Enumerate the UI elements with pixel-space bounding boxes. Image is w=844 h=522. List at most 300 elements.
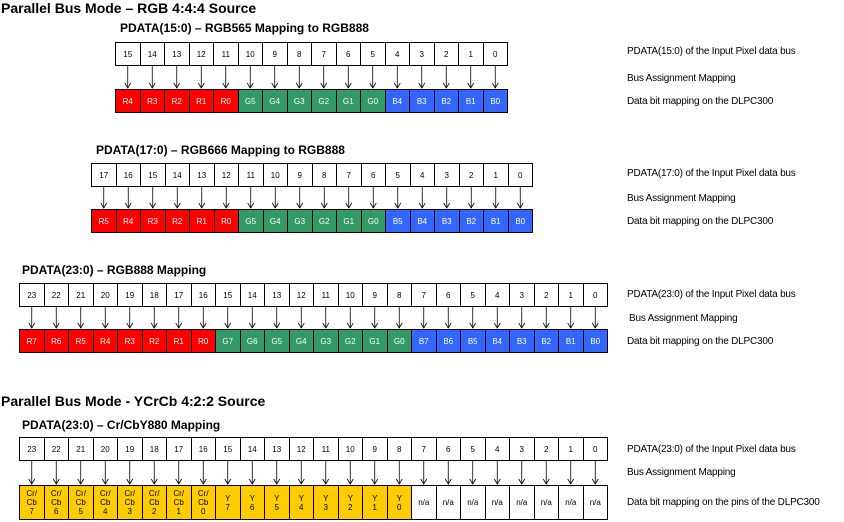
down-arrow-icon [225,307,231,328]
down-arrow-icon [421,307,427,328]
mapping-cell [19,485,45,520]
mapping-cell [387,485,413,520]
mapping-cell-line: Cb [198,498,209,507]
mapping-cell-line: 3 [323,502,328,512]
down-arrow-icon [468,187,474,208]
pdata-bit-cell: 16 [116,163,142,187]
mapping-cell-line: Cb [100,498,111,507]
mapping-cell [338,485,364,520]
down-arrow-icon [346,187,352,208]
down-arrow-icon [298,307,304,328]
pdata-bit-cell: 10 [238,42,264,66]
pdata-bit-cell: 3 [509,437,535,461]
mapping-cell: G3 [287,89,313,113]
mapping-cell [362,485,388,520]
pdata-bit-cell: 5 [360,42,386,66]
mapping-cell: B1 [558,329,584,353]
mapping-cell [509,485,535,520]
down-arrow-icon [492,66,498,88]
desc-bus-assignment: Bus Assignment Mapping [627,467,736,478]
mapping-cell: R2 [142,329,168,353]
mapping-cell: R7 [19,329,45,353]
down-arrow-icon [470,307,476,328]
mapping-cell: B4 [385,89,411,113]
desc-dlpc300-mapping: Data bit mapping on the DLPC300 [627,216,774,227]
mapping-cell-line: n/a [467,498,479,507]
mapping-cell: R2 [164,89,190,113]
desc-input-bus: PDATA(23:0) of the Input Pixel data bus [627,444,796,455]
mapping-cell-line: Y [323,493,329,503]
down-arrow-icon [272,66,278,88]
mapping-cell: G5 [238,89,264,113]
mapping-cell-line: Cr/ [50,489,62,498]
mapping-cell [240,485,266,520]
mapping-cell: G2 [338,329,364,353]
mapping-cell [583,485,609,520]
mapping-cell-line: n/a [418,498,430,507]
mapping-cell [460,485,486,520]
pdata-bit-cell: 8 [387,283,413,307]
mapping-cell: B0 [583,329,609,353]
pdata-bit-cell: 9 [362,283,388,307]
pdata-bit-cell: 1 [558,437,584,461]
pdata-bit-cell: 9 [287,163,313,187]
down-arrow-icon [125,187,131,208]
mapping-cell [142,485,168,520]
mapping-cell: R0 [213,89,239,113]
pdata-bit-cell: 3 [409,42,435,66]
mapping-cell: R3 [140,209,166,233]
desc-bus-assignment: Bus Assignment Mapping [629,313,738,324]
down-arrow-icon [419,187,425,208]
down-arrow-icon [444,187,450,208]
pdata-bit-cell: 15 [140,163,166,187]
pdata-bit-cell: 6 [336,42,362,66]
down-arrow-icon [29,307,35,328]
down-arrow-icon [127,307,133,328]
dlpc300-mapping-row-rgb666 [91,209,533,233]
mapping-cell-line: n/a [442,498,454,507]
pdata-bit-row-rgb888 [19,283,608,307]
pdata-bit-cell: 3 [509,283,535,307]
down-arrow-icon [372,461,378,484]
mapping-cell-line: 0 [397,502,402,512]
section-title-ycrcb422: Parallel Bus Mode - YCrCb 4:2:2 Source [1,393,266,409]
down-arrow-icon [151,461,157,484]
down-arrow-icon [347,461,353,484]
pdata-bit-cell: 1 [458,42,484,66]
mapping-cell: B7 [411,329,437,353]
mapping-cell: B2 [459,209,485,233]
mapping-cell-line: 2 [348,502,353,512]
mapping-cell: G5 [264,329,290,353]
mapping-cell [166,485,192,520]
mapping-cell-line: Y [396,493,402,503]
mapping-cell-line: Cb [75,498,86,507]
pdata-bit-cell: 1 [558,283,584,307]
pdata-bit-cell: 23 [19,437,45,461]
down-arrow-icon [223,66,229,88]
down-arrow-icon [494,461,500,484]
mapping-cell: R3 [117,329,143,353]
pdata-bit-cell: 12 [289,437,315,461]
mapping-cell-line: Cr/ [148,489,160,498]
down-arrow-icon [102,461,108,484]
bus-assignment-arrows-rgb888 [19,307,611,329]
pdata-bit-cell: 11 [213,42,239,66]
down-arrow-icon [198,66,204,88]
down-arrow-icon [396,461,402,484]
mapping-cell: G2 [312,209,338,233]
pdata-bit-cell: 19 [117,437,143,461]
mapping-cell-line: Y [347,493,353,503]
down-arrow-icon [517,187,523,208]
pdata-bit-cell: 2 [459,163,485,187]
mapping-cell: R0 [214,209,240,233]
mapping-cell [534,485,560,520]
down-arrow-icon [200,307,206,328]
mapping-cell: R6 [44,329,70,353]
mapping-cell [411,485,437,520]
mapping-cell-line: Y [372,493,378,503]
down-arrow-icon [174,66,180,88]
mapping-cell-line: 1 [372,502,377,512]
pdata-bit-cell: 13 [189,163,215,187]
mapping-cell: G4 [262,89,288,113]
down-arrow-icon [568,461,574,484]
desc-bus-assignment: Bus Assignment Mapping [627,73,736,84]
down-arrow-icon [150,187,156,208]
desc-input-bus: PDATA(23:0) of the Input Pixel data bus [627,289,796,300]
mapping-cell: R4 [115,89,141,113]
diagram-title-rgb666: PDATA(17:0) – RGB666 Mapping to RGB888 [96,143,345,157]
pdata-bit-cell: 4 [485,437,511,461]
bus-assignment-arrows-rgb666 [91,187,536,209]
mapping-cell-line: 5 [78,507,83,516]
down-arrow-icon [592,307,598,328]
pdata-bit-cell: 5 [460,283,486,307]
mapping-cell-line: Cr/ [173,489,185,498]
mapping-cell-line: Y [274,493,280,503]
mapping-cell-line: 2 [152,507,157,516]
mapping-cell: B3 [509,329,535,353]
mapping-cell-line: Cr/ [124,489,136,498]
down-arrow-icon [298,461,304,484]
mapping-cell-line: Y [249,493,255,503]
mapping-cell: R1 [189,89,215,113]
down-arrow-icon [125,66,131,88]
down-arrow-icon [395,187,401,208]
mapping-cell-line: Cb [51,498,62,507]
mapping-cell: R5 [68,329,94,353]
down-arrow-icon [543,461,549,484]
down-arrow-icon [297,187,303,208]
mapping-cell-line: Y [225,493,231,503]
mapping-cell: B3 [409,89,435,113]
down-arrow-icon [176,307,182,328]
mapping-cell: G3 [287,209,313,233]
down-arrow-icon [225,461,231,484]
pdata-bit-cell: 15 [115,42,141,66]
dlpc300-mapping-row-rgb888 [19,329,608,353]
mapping-cell: G1 [336,209,362,233]
mapping-cell [264,485,290,520]
mapping-cell-line: Cr/ [197,489,209,498]
down-arrow-icon [176,461,182,484]
pdata-bit-cell: 6 [436,437,462,461]
pdata-bit-cell: 7 [311,42,337,66]
down-arrow-icon [543,307,549,328]
diagram-title-rgb565: PDATA(15:0) – RGB565 Mapping to RGB888 [120,21,369,35]
down-arrow-icon [370,187,376,208]
down-arrow-icon [321,66,327,88]
pdata-bit-cell: 17 [91,163,117,187]
down-arrow-icon [249,307,255,328]
mapping-cell: G2 [311,89,337,113]
pdata-bit-cell: 11 [313,283,339,307]
mapping-cell: B1 [483,209,509,233]
down-arrow-icon [419,66,425,88]
pdata-bit-cell: 1 [483,163,509,187]
mapping-cell [68,485,94,520]
down-arrow-icon [568,307,574,328]
desc-dlpc300-mapping: Data bit mapping on the pins of the DLPC300 [627,497,820,508]
mapping-cell-line: n/a [540,498,552,507]
down-arrow-icon [470,461,476,484]
pdata-bit-row-rgb666 [91,163,533,187]
pdata-bit-cell: 11 [238,163,264,187]
pdata-bit-cell: 8 [312,163,338,187]
pdata-bit-cell: 11 [313,437,339,461]
down-arrow-icon [247,66,253,88]
desc-dlpc300-mapping: Data bit mapping on the DLPC300 [627,336,774,347]
down-arrow-icon [53,307,59,328]
mapping-cell-line: Cb [173,498,184,507]
mapping-cell: B2 [534,329,560,353]
down-arrow-icon [394,66,400,88]
pdata-bit-cell: 10 [338,283,364,307]
desc-dlpc300-mapping: Data bit mapping on the DLPC300 [627,96,774,107]
pdata-bit-cell: 15 [215,437,241,461]
diagram-title-crcby880: PDATA(23:0) – Cr/CbY880 Mapping [22,418,221,432]
mapping-cell-line: Cr/ [99,489,111,498]
pdata-bit-cell: 4 [385,42,411,66]
mapping-cell [289,485,315,520]
mapping-cell: G6 [240,329,266,353]
mapping-cell [117,485,143,520]
down-arrow-icon [249,461,255,484]
mapping-cell: G4 [289,329,315,353]
mapping-cell-line: n/a [516,498,528,507]
mapping-cell: B4 [485,329,511,353]
pdata-bit-cell: 17 [166,283,192,307]
down-arrow-icon [248,187,254,208]
mapping-cell-line: Y [298,493,304,503]
mapping-cell: G1 [362,329,388,353]
mapping-cell: G3 [313,329,339,353]
down-arrow-icon [174,187,180,208]
down-arrow-icon [519,461,525,484]
down-arrow-icon [274,307,280,328]
down-arrow-icon [421,461,427,484]
mapping-cell-line: Cr/ [75,489,87,498]
down-arrow-icon [347,307,353,328]
mapping-cell [44,485,70,520]
pdata-bit-cell: 5 [460,437,486,461]
pdata-bit-cell: 2 [534,437,560,461]
pdata-bit-cell: 0 [483,42,509,66]
desc-input-bus: PDATA(15:0) of the Input Pixel data bus [627,46,796,57]
down-arrow-icon [53,461,59,484]
section-title-rgb444: Parallel Bus Mode – RGB 4:4:4 Source [1,0,257,16]
bus-assignment-arrows-crcby880 [19,461,611,485]
mapping-cell: G5 [238,209,264,233]
dlpc300-mapping-row-rgb565 [115,89,508,113]
mapping-cell-line: 5 [274,502,279,512]
mapping-cell-line: 7 [225,502,230,512]
down-arrow-icon [345,66,351,88]
pdata-bit-row-rgb565 [115,42,508,66]
down-arrow-icon [151,307,157,328]
bus-assignment-arrows-rgb565 [115,66,511,89]
pdata-bit-cell: 18 [142,437,168,461]
down-arrow-icon [443,66,449,88]
pdata-bit-cell: 18 [142,283,168,307]
mapping-cell-line: Cb [124,498,135,507]
desc-bus-assignment: Bus Assignment Mapping [627,193,736,204]
pdata-bit-cell: 21 [68,283,94,307]
pdata-bit-cell: 14 [240,437,266,461]
mapping-cell-line: 4 [103,507,108,516]
mapping-cell [436,485,462,520]
pdata-bit-cell: 8 [287,42,313,66]
mapping-cell: B5 [385,209,411,233]
pdata-bit-cell: 7 [411,283,437,307]
mapping-cell [215,485,241,520]
mapping-cell-line: 6 [54,507,59,516]
down-arrow-icon [78,307,84,328]
pdata-bit-cell: 0 [583,283,609,307]
mapping-cell-line: n/a [565,498,577,507]
down-arrow-icon [323,307,329,328]
pdata-bit-cell: 10 [263,163,289,187]
mapping-cell-line: 4 [299,502,304,512]
down-arrow-icon [272,187,278,208]
down-arrow-icon [78,461,84,484]
pdata-bit-cell: 2 [434,42,460,66]
pdata-bit-cell: 0 [583,437,609,461]
pdata-bit-cell: 7 [336,163,362,187]
down-arrow-icon [592,461,598,484]
down-arrow-icon [321,187,327,208]
mapping-cell: B4 [410,209,436,233]
down-arrow-icon [149,66,155,88]
pdata-bit-row-crcby880 [19,437,608,461]
mapping-cell: R1 [166,329,192,353]
mapping-cell: R5 [91,209,117,233]
pdata-bit-cell: 19 [117,283,143,307]
pdata-bit-cell: 14 [240,283,266,307]
mapping-cell: G1 [336,89,362,113]
pdata-bit-cell: 22 [44,283,70,307]
down-arrow-icon [519,307,525,328]
mapping-cell-line: Cb [26,498,37,507]
mapping-cell-line: Cb [149,498,160,507]
pdata-bit-cell: 12 [289,283,315,307]
mapping-cell: G7 [215,329,241,353]
pdata-bit-cell: 23 [19,283,45,307]
pdata-bit-cell: 4 [485,283,511,307]
down-arrow-icon [102,307,108,328]
pdata-bit-cell: 21 [68,437,94,461]
pdata-bit-cell: 16 [191,283,217,307]
mapping-cell [93,485,119,520]
down-arrow-icon [323,461,329,484]
down-arrow-icon [223,187,229,208]
down-arrow-icon [29,461,35,484]
mapping-cell: G0 [387,329,413,353]
mapping-cell-line: Cr/ [26,489,38,498]
mapping-cell: B6 [436,329,462,353]
mapping-cell-line: n/a [589,498,601,507]
pdata-bit-cell: 20 [93,283,119,307]
down-arrow-icon [296,66,302,88]
mapping-cell: R0 [191,329,217,353]
down-arrow-icon [445,461,451,484]
pdata-bit-cell: 4 [410,163,436,187]
pdata-bit-cell: 12 [214,163,240,187]
pdata-bit-cell: 17 [166,437,192,461]
pdata-bit-cell: 9 [362,437,388,461]
mapping-cell-line: 3 [127,507,132,516]
mapping-cell: R4 [116,209,142,233]
mapping-cell: B1 [458,89,484,113]
pdata-bit-cell: 15 [215,283,241,307]
down-arrow-icon [493,187,499,208]
mapping-cell-line: 6 [250,502,255,512]
mapping-cell: R2 [165,209,191,233]
pdata-bit-cell: 8 [387,437,413,461]
mapping-cell [313,485,339,520]
pdata-bit-cell: 5 [385,163,411,187]
mapping-cell: R3 [140,89,166,113]
down-arrow-icon [468,66,474,88]
down-arrow-icon [127,461,133,484]
dlpc300-mapping-row-crcby880 [19,485,608,520]
mapping-cell-line: 1 [176,507,181,516]
mapping-cell: G0 [361,209,387,233]
mapping-cell: R4 [93,329,119,353]
pdata-bit-cell: 0 [508,163,534,187]
mapping-cell: B3 [434,209,460,233]
mapping-cell-line: 7 [29,507,34,516]
mapping-cell: G4 [263,209,289,233]
pdata-bit-cell: 6 [361,163,387,187]
pdata-bit-cell: 22 [44,437,70,461]
pdata-bit-cell: 20 [93,437,119,461]
pdata-bit-cell: 2 [534,283,560,307]
pdata-bit-cell: 3 [434,163,460,187]
pdata-bit-cell: 7 [411,437,437,461]
pdata-bit-cell: 10 [338,437,364,461]
mapping-cell: B0 [508,209,534,233]
pdata-bit-cell: 14 [140,42,166,66]
pdata-bit-cell: 16 [191,437,217,461]
mapping-cell-line: n/a [491,498,503,507]
mapping-cell [558,485,584,520]
down-arrow-icon [274,461,280,484]
pdata-bit-cell: 6 [436,283,462,307]
